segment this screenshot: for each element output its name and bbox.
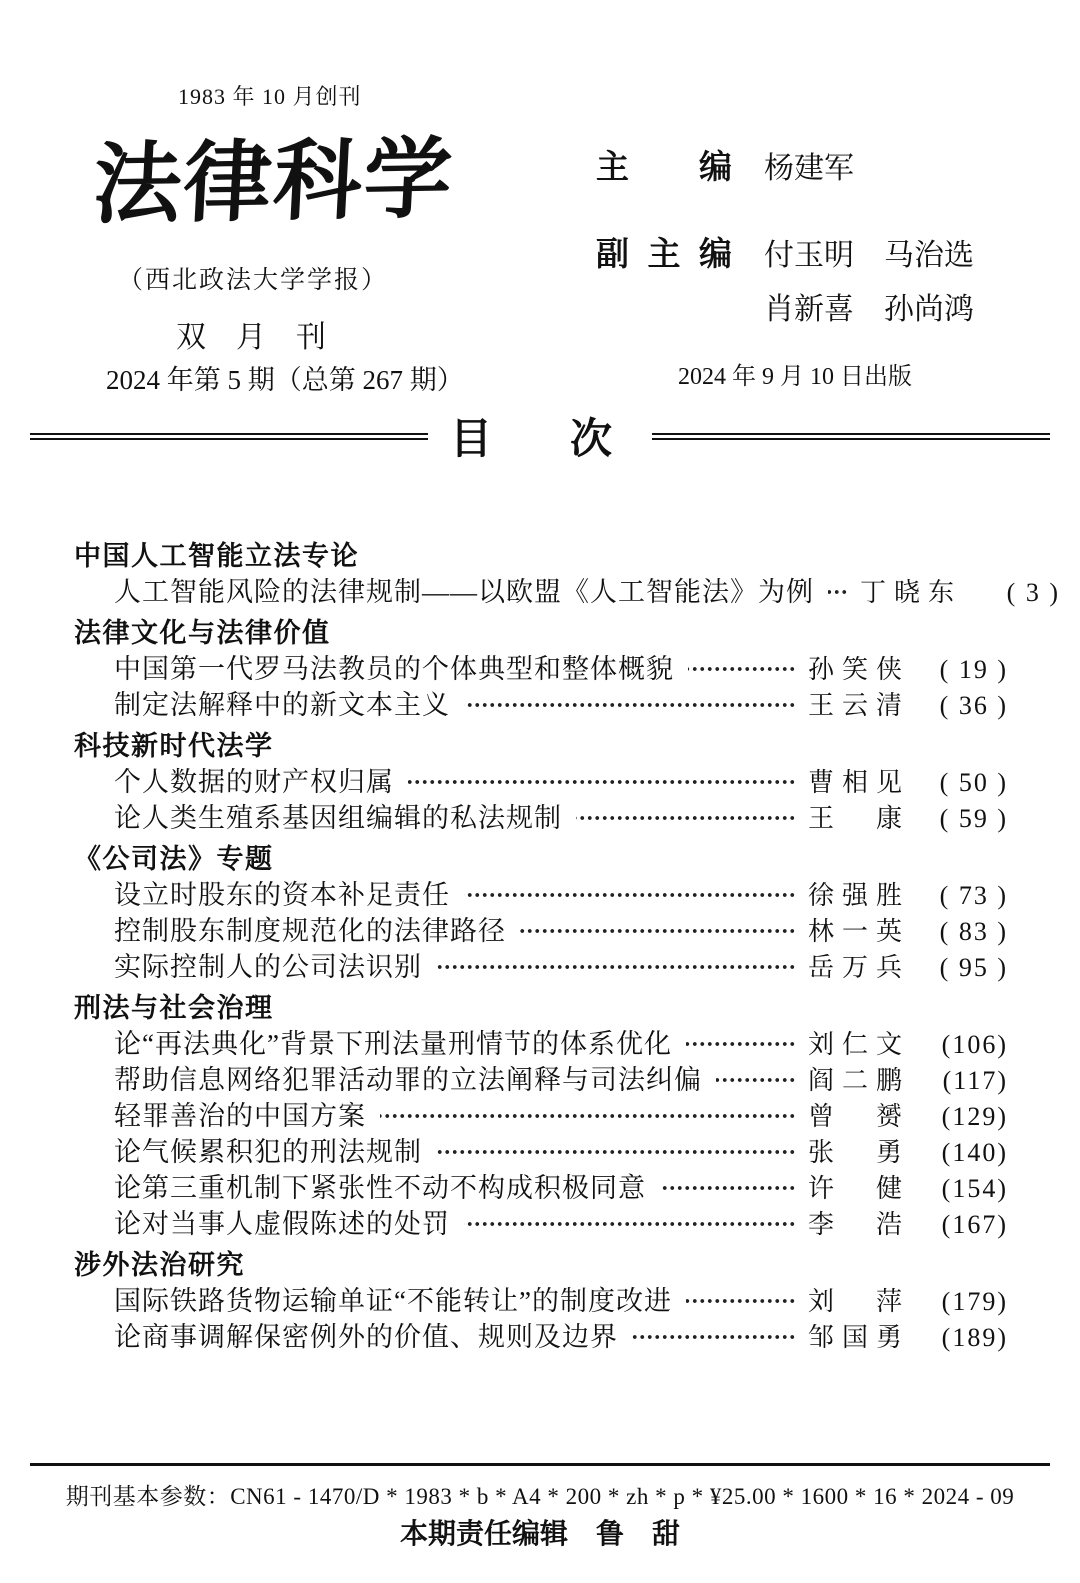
dot-leader — [464, 890, 796, 900]
dot-leader — [408, 777, 796, 787]
publication-frequency: 双 月 刊 — [176, 321, 326, 354]
toc-entry — [74, 574, 1060, 610]
deputy-editor-names-1: 付玉明 马治选 — [764, 239, 974, 272]
article-author: 丁晓东 — [860, 578, 963, 607]
article-title: 人工智能风险的法律规制——以欧盟《人工智能法》为例 — [114, 577, 814, 607]
journal-subtitle: （西北政法大学学报） — [118, 267, 389, 294]
section-heading: 《公司法》专题 — [74, 844, 274, 874]
dot-leader — [632, 1332, 796, 1342]
article-title: 论人类生殖系基因组编辑的私法规制 — [114, 803, 562, 833]
article-page: ( 95 ) — [939, 953, 1008, 982]
article-page: (117) — [942, 1066, 1008, 1095]
double-rule-right — [652, 433, 1050, 440]
dot-leader — [436, 962, 796, 972]
contents-divider — [30, 406, 1050, 466]
article-author: 王云清 — [808, 691, 911, 720]
article-author: 刘 萍 — [808, 1287, 911, 1316]
article-title: 控制股东制度规范化的法律路径 — [114, 916, 506, 946]
toc-entry — [74, 1170, 1008, 1206]
toc-entry — [74, 949, 1008, 985]
dot-leader — [686, 1039, 796, 1049]
toc-entry — [74, 1098, 1008, 1134]
article-author: 徐强胜 — [808, 881, 911, 910]
editorial-board — [596, 148, 974, 330]
section-heading: 中国人工智能立法专论 — [74, 541, 359, 571]
chief-editor-name: 杨建军 — [764, 152, 854, 185]
article-title: 论“再法典化”背景下刑法量刑情节的体系优化 — [114, 1029, 672, 1059]
article-title: 论气候累积犯的刑法规制 — [114, 1137, 422, 1167]
publish-date: 2024 年 9 月 10 日出版 — [678, 364, 912, 390]
deputy-editor-row-1 — [596, 235, 974, 276]
article-title: 实际控制人的公司法识别 — [114, 952, 422, 982]
article-title: 论对当事人虚假陈述的处罚 — [114, 1209, 450, 1239]
article-title: 国际铁路货物运输单证“不能转让”的制度改进 — [114, 1286, 672, 1316]
article-page: ( 3 ) — [1006, 578, 1060, 607]
toc-entry — [74, 1319, 1008, 1355]
section-heading: 科技新时代法学 — [74, 731, 274, 761]
article-page: ( 19 ) — [939, 655, 1008, 684]
issue-number: 2024 年第 5 期（总第 267 期） — [106, 365, 464, 395]
article-page: ( 83 ) — [939, 917, 1008, 946]
article-author: 王 康 — [808, 804, 911, 833]
article-author: 曹相见 — [808, 768, 911, 797]
journal-parameters: 期刊基本参数：CN61 - 1470/D * 1983 * b * A4 * 200 * zh * p * ¥25.00 * 1600 * 16 * 2024 - 09 — [65, 1484, 1015, 1509]
deputy-editor-names-2: 肖新喜 孙尚鸿 — [764, 293, 974, 326]
article-author: 阎二鹏 — [808, 1066, 911, 1095]
article-author: 孙笑侠 — [808, 655, 911, 684]
dot-leader — [688, 664, 796, 674]
dot-leader — [520, 926, 796, 936]
article-author: 岳万兵 — [808, 953, 911, 982]
dot-leader — [380, 1111, 796, 1121]
toc-section-ai-legislation — [74, 538, 1060, 610]
toc-entry — [74, 764, 1008, 800]
toc-section-company-law — [74, 841, 1008, 985]
dot-leader — [686, 1296, 796, 1306]
article-author: 李 浩 — [808, 1210, 911, 1239]
section-heading: 涉外法治研究 — [74, 1250, 245, 1280]
article-page: (140) — [941, 1138, 1008, 1167]
dot-leader — [464, 1219, 796, 1229]
toc-entry — [74, 1134, 1008, 1170]
toc-entry — [74, 913, 1008, 949]
toc-entry — [74, 877, 1008, 913]
article-title: 帮助信息网络犯罪活动罪的立法阐释与司法纠偏 — [114, 1065, 702, 1095]
article-author: 曾 赟 — [808, 1102, 911, 1131]
toc-entry — [74, 1026, 1008, 1062]
article-title: 论商事调解保密例外的价值、规则及边界 — [114, 1322, 618, 1352]
article-page: (154) — [941, 1174, 1008, 1203]
toc-section-foreign-law — [74, 1247, 1008, 1355]
article-page: ( 36 ) — [939, 691, 1008, 720]
toc-entry — [74, 1062, 1008, 1098]
article-page: ( 59 ) — [939, 804, 1008, 833]
article-title: 轻罪善治的中国方案 — [114, 1101, 366, 1131]
dot-leader — [464, 700, 796, 710]
article-title: 论第三重机制下紧张性不动不构成积极同意 — [114, 1173, 646, 1203]
article-author: 林一英 — [808, 917, 911, 946]
dot-leader — [716, 1075, 796, 1085]
article-title: 制定法解释中的新文本主义 — [114, 690, 450, 720]
article-title: 个人数据的财产权归属 — [114, 767, 394, 797]
toc-entry — [74, 1206, 1008, 1242]
article-title: 中国第一代罗马法教员的个体典型和整体概貌 — [114, 654, 674, 684]
founded-date: 1983 年 10 月创刊 — [178, 84, 362, 109]
article-author: 许 健 — [808, 1174, 911, 1203]
table-of-contents — [74, 538, 1060, 1355]
article-page: ( 73 ) — [939, 881, 1008, 910]
section-heading: 法律文化与法律价值 — [74, 618, 331, 648]
article-page: (167) — [941, 1210, 1008, 1239]
footer-rule — [30, 1463, 1050, 1466]
article-author: 邹国勇 — [808, 1323, 911, 1352]
dot-leader — [660, 1183, 796, 1193]
contents-title: 目 次 — [450, 415, 631, 462]
journal-logo-calligraphy: 法律科学 — [90, 125, 457, 237]
dot-leader — [576, 813, 796, 823]
double-rule-left — [30, 433, 428, 440]
chief-editor-label: 主编 — [596, 150, 732, 186]
issue-responsible-editor: 本期责任编辑 鲁 甜 — [399, 1518, 680, 1549]
article-page: (189) — [941, 1323, 1008, 1352]
chief-editor-row — [596, 148, 974, 189]
article-title: 设立时股东的资本补足责任 — [114, 880, 450, 910]
toc-entry — [74, 687, 1008, 723]
toc-entry — [74, 1283, 1008, 1319]
toc-section-tech-era-law — [74, 728, 1008, 836]
article-author: 刘仁文 — [808, 1030, 911, 1059]
article-author: 张 勇 — [808, 1138, 911, 1167]
deputy-editor-row-2 — [596, 290, 974, 330]
article-page: (179) — [941, 1287, 1008, 1316]
toc-entry — [74, 800, 1008, 836]
dot-leader — [436, 1147, 796, 1157]
article-page: (106) — [941, 1030, 1008, 1059]
deputy-editor-label: 副主编 — [596, 237, 732, 273]
article-page: ( 50 ) — [939, 768, 1008, 797]
toc-entry — [74, 651, 1008, 687]
dot-leader — [828, 587, 848, 597]
toc-section-legal-culture — [74, 615, 1008, 723]
article-page: (129) — [941, 1102, 1008, 1131]
section-heading: 刑法与社会治理 — [74, 993, 274, 1023]
toc-section-criminal-law — [74, 990, 1008, 1242]
